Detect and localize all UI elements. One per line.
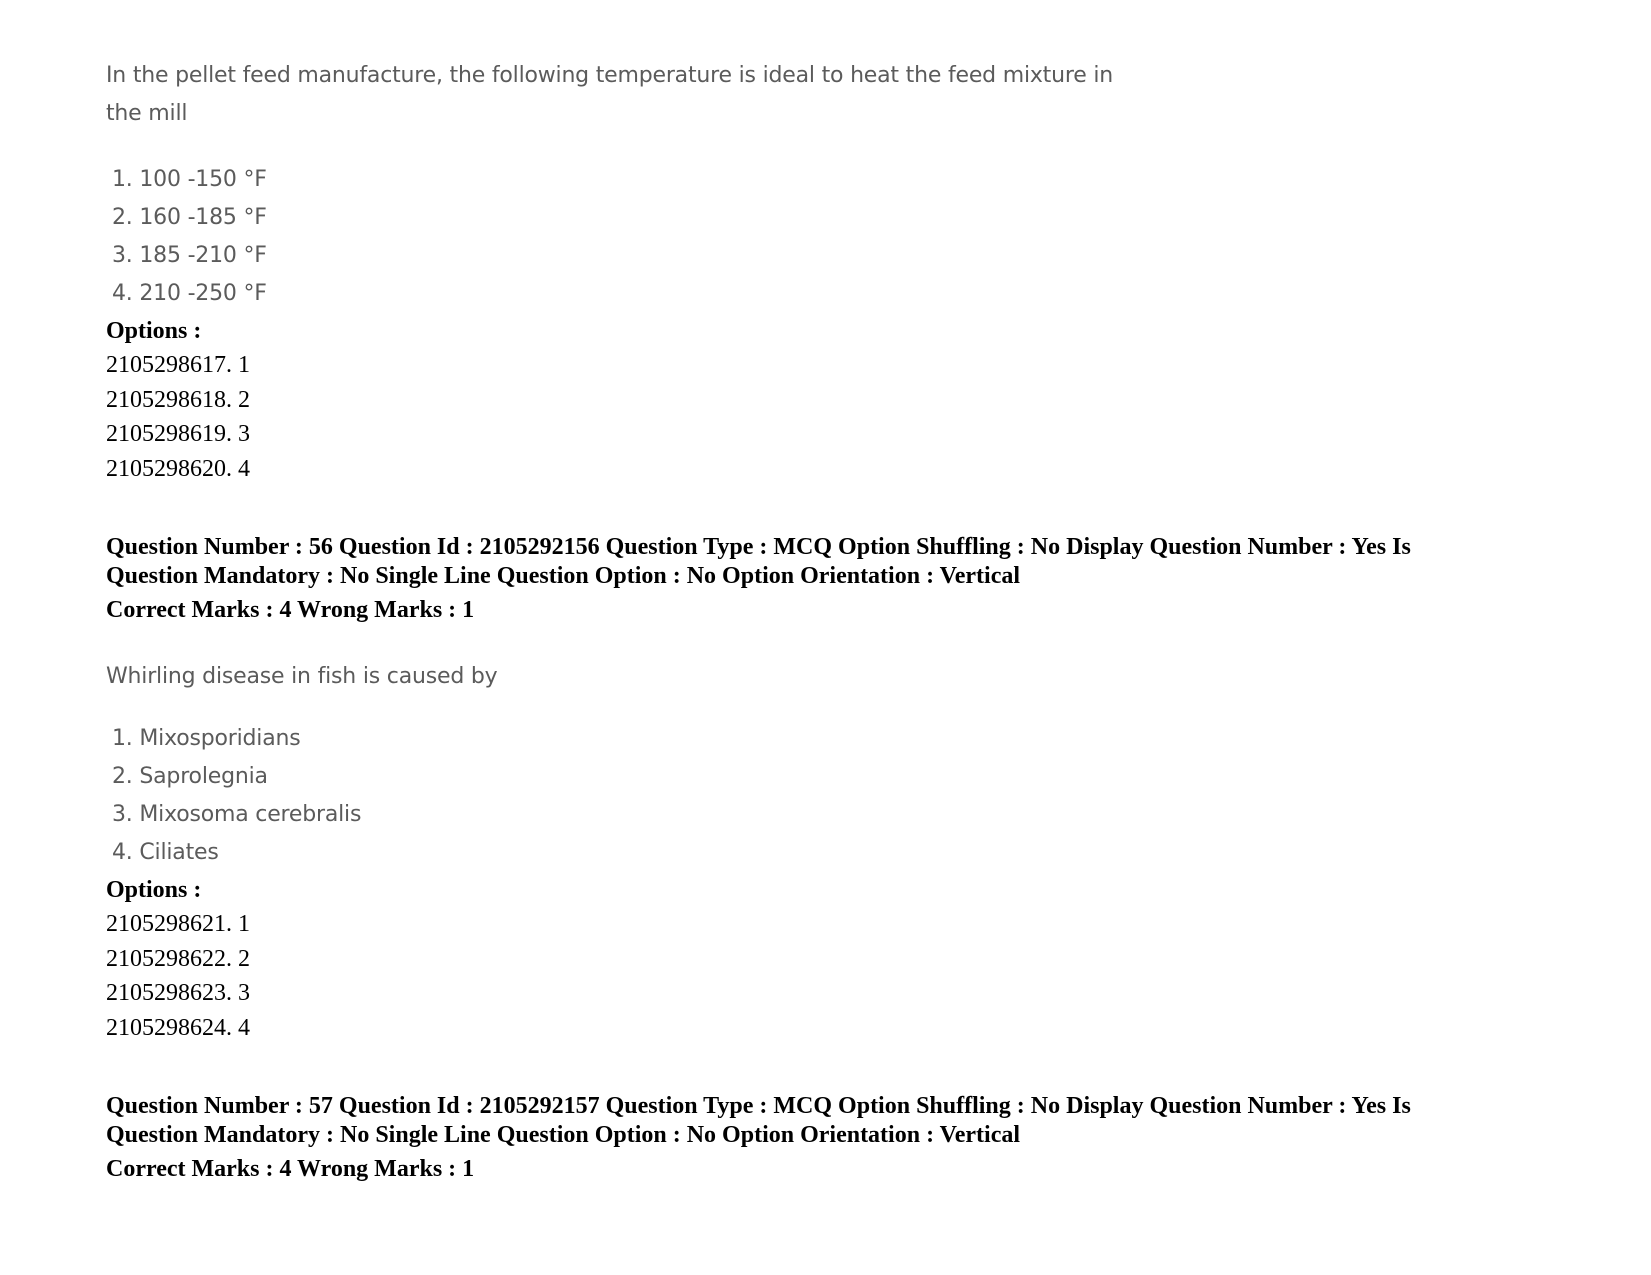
option-id: 2105298619. 3 [106,421,250,447]
option-id: 2105298623. 3 [106,980,250,1006]
option-id: 2105298617. 1 [106,352,250,378]
answer-choice: 1. 100 -150 °F [112,167,267,192]
question-marks: Correct Marks : 4 Wrong Marks : 1 [106,597,475,623]
question-marks: Correct Marks : 4 Wrong Marks : 1 [106,1156,475,1182]
option-id: 2105298622. 2 [106,946,250,972]
option-id: 2105298618. 2 [106,387,250,413]
option-id: 2105298624. 4 [106,1015,250,1041]
question-meta: Question Number : 56 Question Id : 2105292156 Question Type : MCQ Option Shuffling : No Display Question Number : Yes Is [106,534,1411,560]
question-text: the mill [106,101,188,126]
question-meta: Question Mandatory : No Single Line Question Option : No Option Orientation : Vertical [106,563,1021,589]
options-label: Options : [106,877,202,903]
answer-choice: 1. Mixosporidians [112,726,301,751]
question-text: Whirling disease in fish is caused by [106,664,498,689]
answer-choice: 2. 160 -185 °F [112,205,267,230]
question-text: In the pellet feed manufacture, the following temperature is ideal to heat the feed mixture in [106,63,1113,88]
option-id: 2105298621. 1 [106,911,250,937]
answer-choice: 2. Saprolegnia [112,764,268,789]
answer-choice: 4. 210 -250 °F [112,281,267,306]
answer-choice: 4. Ciliates [112,840,219,865]
question-meta: Question Number : 57 Question Id : 2105292157 Question Type : MCQ Option Shuffling : No Display Question Number : Yes Is [106,1093,1411,1119]
question-meta: Question Mandatory : No Single Line Question Option : No Option Orientation : Vertical [106,1122,1021,1148]
answer-choice: 3. 185 -210 °F [112,243,267,268]
options-label: Options : [106,318,202,344]
answer-choice: 3. Mixosoma cerebralis [112,802,362,827]
option-id: 2105298620. 4 [106,456,250,482]
